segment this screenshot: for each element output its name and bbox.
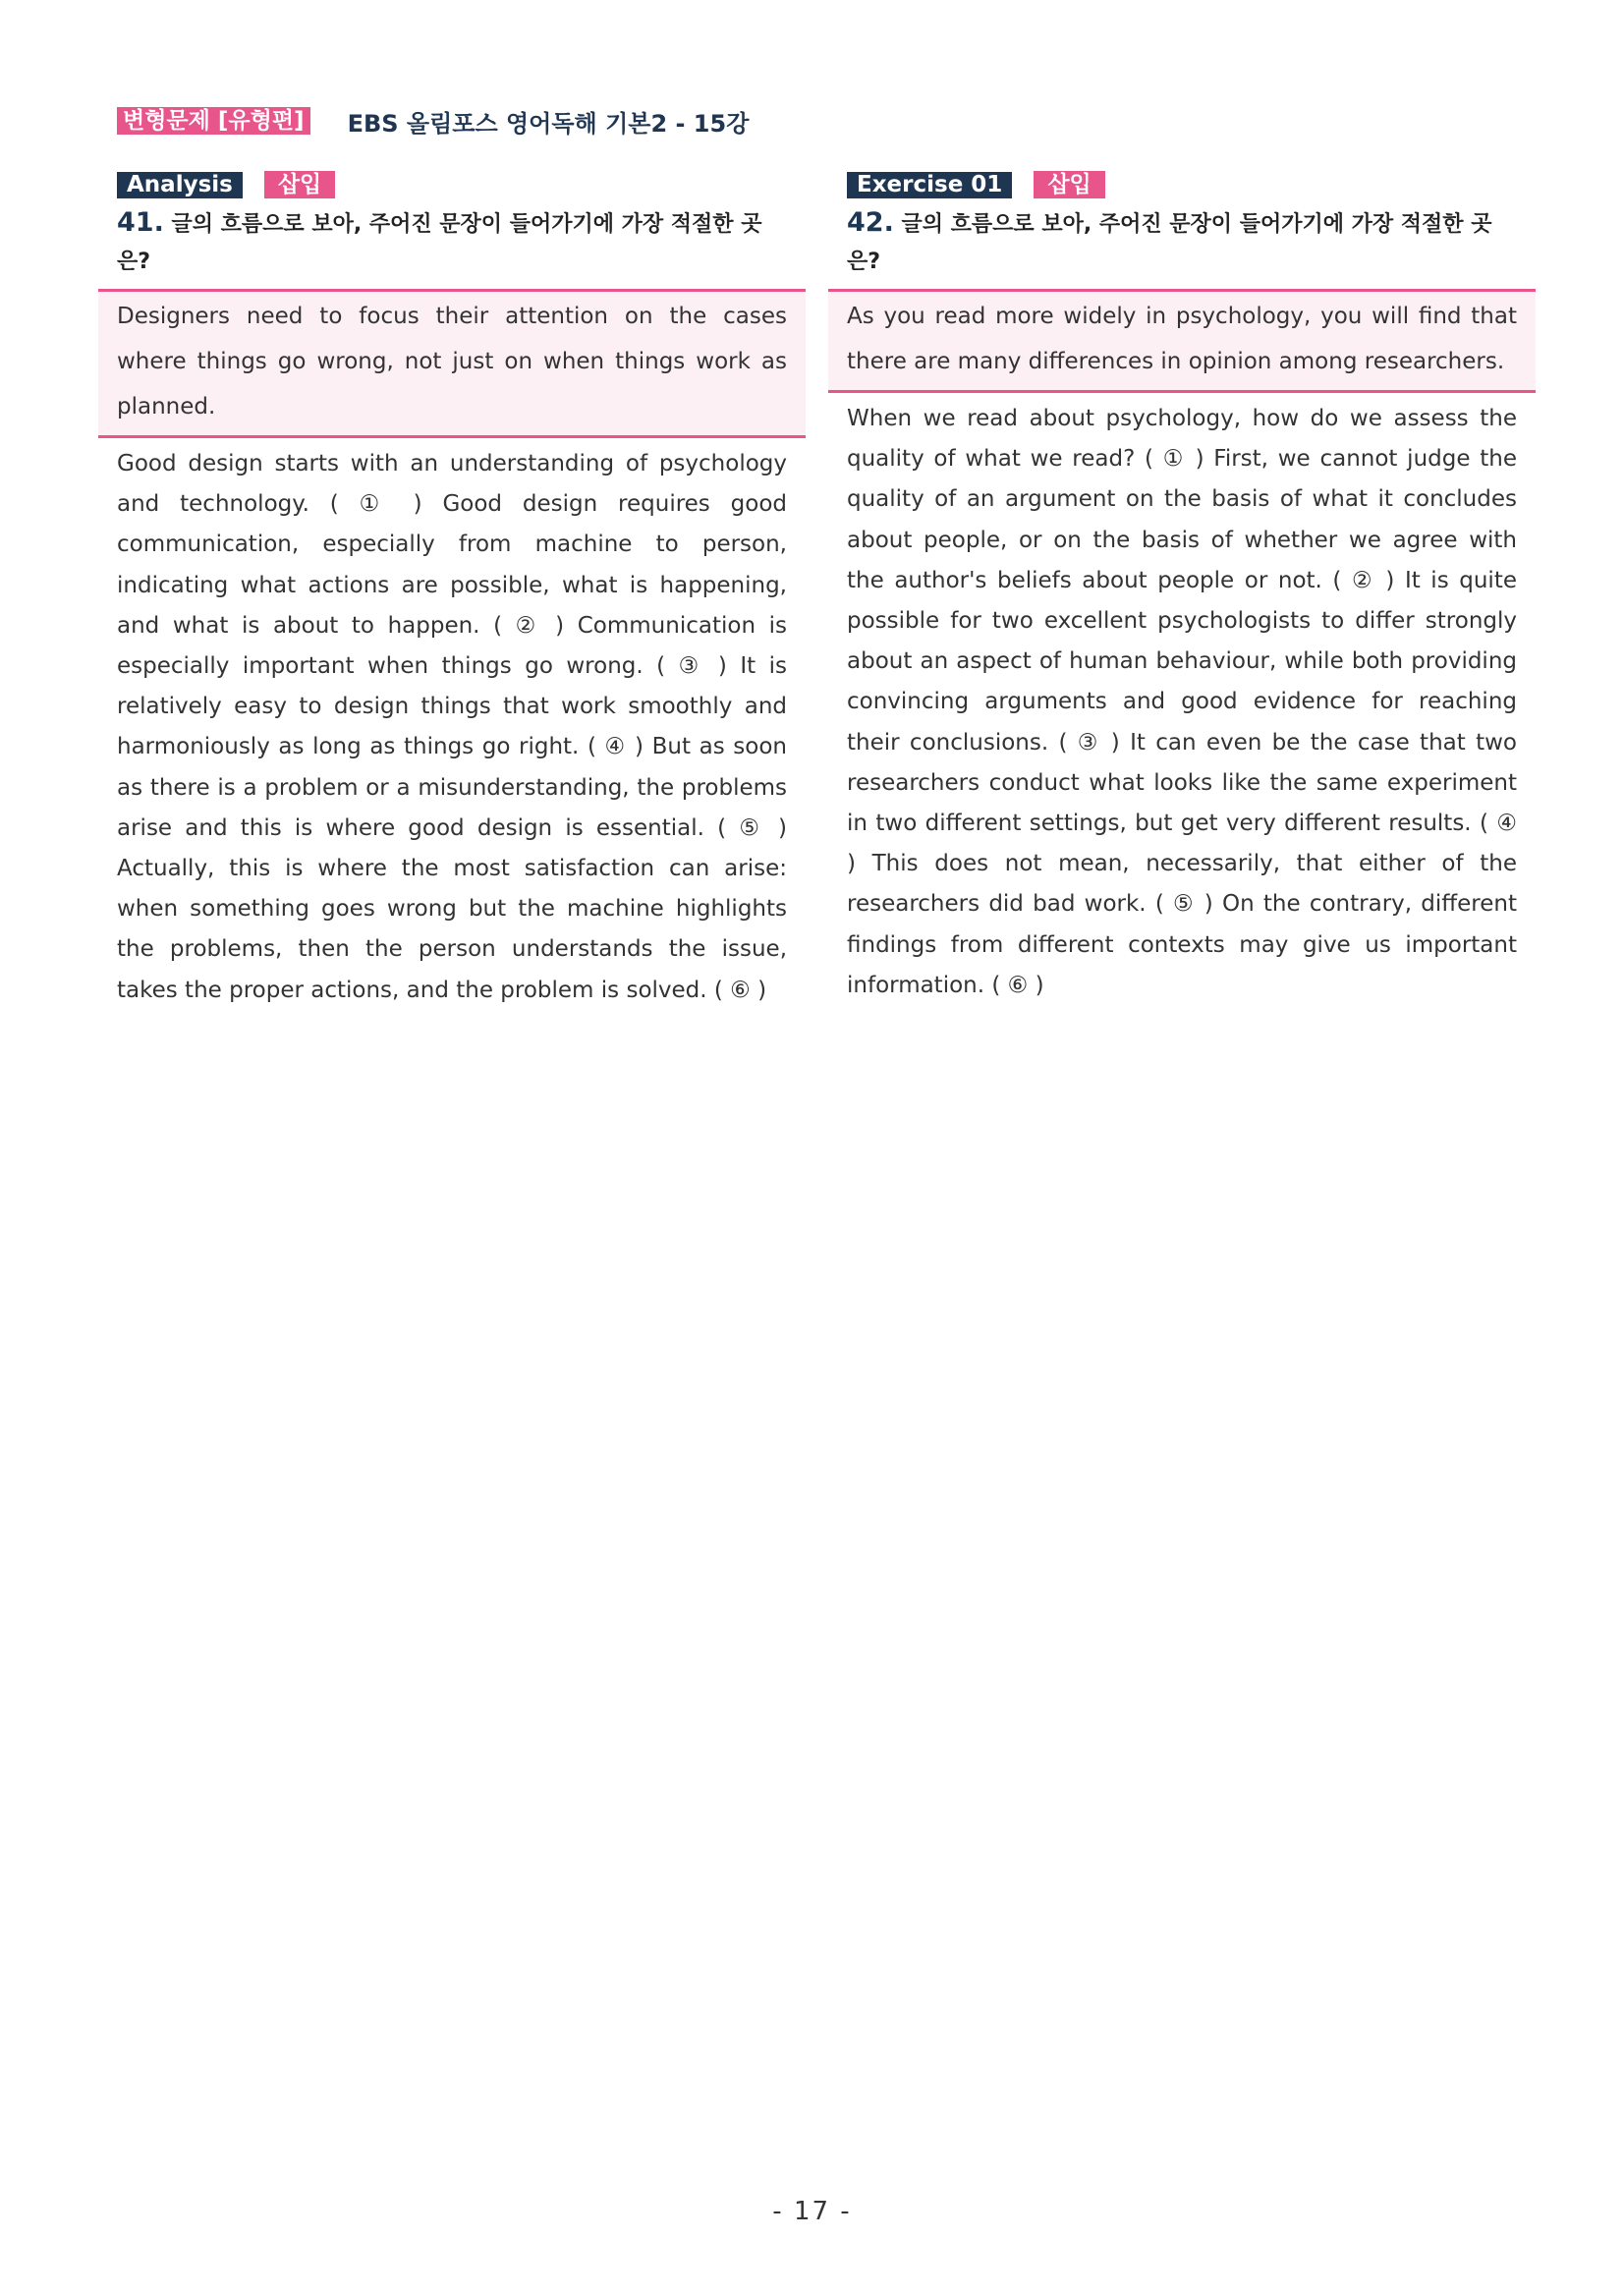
question-number: 41. (117, 207, 164, 238)
question-text: 글의 흐름으로 보아, 주어진 문장이 들어가기에 가장 적절한 곳은? (847, 212, 1492, 274)
page-header (117, 106, 749, 136)
given-sentence-box (98, 289, 806, 438)
variant-badge: 변형문제 [유형편] (117, 107, 310, 135)
question-prompt (117, 204, 795, 281)
left-tags (117, 171, 806, 198)
category-label: 삽입 (264, 171, 335, 198)
page-number: - 17 - (772, 2197, 852, 2226)
left-column (98, 171, 806, 1011)
type-label: Analysis (117, 172, 243, 198)
header-title: EBS 올림포스 영어독해 기본2 - 15강 (347, 109, 750, 138)
type-label: Exercise 01 (847, 172, 1012, 198)
question-text: 글의 흐름으로 보아, 주어진 문장이 들어가기에 가장 적절한 곳은? (117, 212, 762, 274)
question-prompt (847, 204, 1525, 281)
right-tags (847, 171, 1536, 198)
passage-text: Good design starts with an understanding of psychology and technology. ( ① ) Good design requires good communication, especially from machine to person, indicating what actions are possible, what is happening, and what is about to happen. ( ② ) Communication is especially important when things go wrong. ( ③ ) It is relatively easy to design things that work smoothly and harmoniously as long as things go right. ( ④ ) But as soon as there is a problem or a misunderstanding, the problems arise and this is where good design is essential. ( ⑤ ) Actually, this is where the most satisfaction can arise: when something goes wrong but the machine highlights the problems, then the person understands the issue, takes the proper actions, and the problem is solved. ( ⑥ ) (117, 451, 787, 1003)
given-sentence-box (828, 289, 1536, 393)
given-sentence: Designers need to focus their attention on the cases where things go wrong, not just on when things work as planned. (117, 304, 787, 420)
given-sentence: As you read more widely in psychology, you will find that there are many differences in opinion among researchers. (847, 304, 1517, 374)
right-column (828, 171, 1536, 1006)
question-number: 42. (847, 207, 894, 238)
passage-text: When we read about psychology, how do we assess the quality of what we read? ( ① ) First, we cannot judge the quality of an argument on the basis of what it concludes about people, or on the basis of whether we agree with the author's beliefs about people or not. ( ② ) It is quite possible for two excellent psychologists to differ strongly about an aspect of human behaviour, while both providing convincing arguments and good evidence for reaching their conclusions. ( ③ ) It can even be the case that two researchers conduct what looks like the same experiment in two different settings, but get very different results. ( ④ ) This does not mean, necessarily, that either of the researchers did bad work. ( ⑤ ) On the contrary, different findings from different contexts may give us important information. ( ⑥ ) (847, 406, 1517, 998)
category-label: 삽입 (1034, 171, 1104, 198)
